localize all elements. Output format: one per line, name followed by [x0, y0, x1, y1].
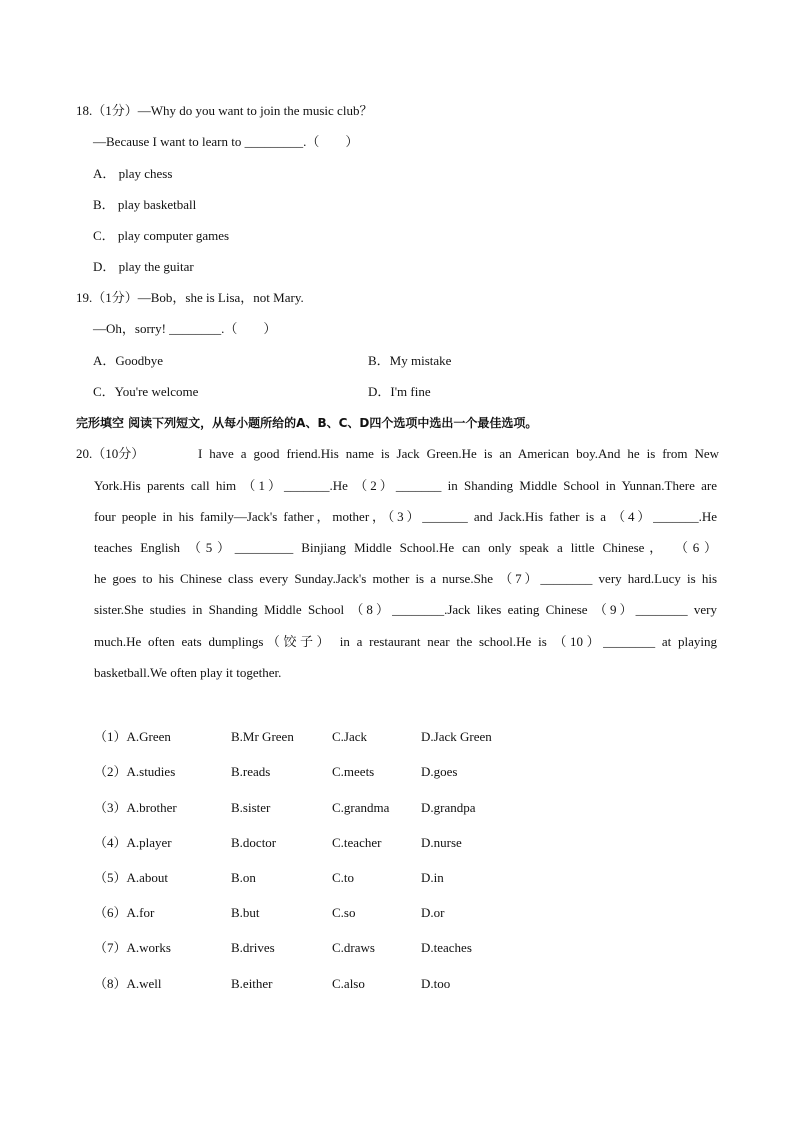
choice-a: （3）A.brother	[94, 800, 177, 815]
section-heading: 完形填空 阅读下列短文，从每小题所给的A、B、C、D四个选项中选出一个最佳选项。	[76, 416, 538, 430]
q18-option-b: B． play basketball	[93, 197, 197, 212]
q19-line2: —Oh，sorry! ________.（ ）	[93, 321, 277, 336]
q18-stem: 18.（1分）—Why do you want to join the music club？	[76, 103, 373, 118]
choice-c: C.so	[332, 905, 356, 920]
choice-c: C.teacher	[332, 835, 382, 850]
choice-b: B.either	[231, 976, 273, 991]
q18-line2: —Because I want to learn to _________.（ ）	[93, 134, 359, 149]
choice-c: C.Jack	[332, 729, 368, 744]
choice-b: B.sister	[231, 800, 271, 815]
choice-d: D.too	[421, 976, 451, 991]
choice-d: D.nurse	[421, 835, 462, 850]
choice-a: （1）A.Green	[94, 729, 171, 744]
choice-b: B.on	[231, 870, 256, 885]
choice-d: D.goes	[421, 764, 458, 779]
choice-b: B.drives	[231, 940, 275, 955]
choice-c: C.grandma	[332, 800, 390, 815]
choice-a: （8）A.well	[94, 976, 162, 991]
q20-passage-line-5: he goes to his Chinese class every Sunday.Jack's mother is a nurse.She （7）________ very hard.Lucy is his	[94, 571, 717, 586]
q20-passage-line-1: I have a good friend.His name is Jack Green.He is an American boy.And he is from New	[198, 446, 719, 461]
q19-option-d: D．I'm fine	[368, 384, 431, 399]
q20-passage-line-6: sister.She studies in Shanding Middle School （8）________.Jack likes eating Chinese （9）________ very	[94, 602, 717, 617]
choice-b: B.reads	[231, 764, 271, 779]
q20-passage-line-4: teaches English （5）_________ Binjiang Middle School.He can only speak a little Chinese， （6）	[94, 540, 717, 555]
choice-c: C.meets	[332, 764, 375, 779]
choice-c: C.also	[332, 976, 365, 991]
choice-c: C.draws	[332, 940, 375, 955]
q19-stem: 19.（1分）—Bob，she is Lisa，not Mary.	[76, 290, 304, 305]
q20-passage-line-2: York.His parents call him （1）_______.He （2）_______ in Shanding Middle School in Yunnan.There are	[94, 478, 717, 493]
q19-option-b: B．My mistake	[368, 353, 452, 368]
choice-c: C.to	[332, 870, 355, 885]
q20-number: 20.（10分）	[76, 446, 145, 461]
q19-option-a: A．Goodbye	[93, 353, 164, 368]
choice-a: （7）A.works	[94, 940, 171, 955]
q20-passage-line-8: basketball.We often play it together.	[94, 665, 282, 680]
q18-option-d: D． play the guitar	[93, 259, 194, 274]
choice-a: （5）A.about	[94, 870, 169, 885]
choice-d: D.Jack Green	[421, 729, 492, 744]
choice-b: B.but	[231, 905, 260, 920]
choice-a: （6）A.for	[94, 905, 155, 920]
choice-a: （2）A.studies	[94, 764, 176, 779]
choice-d: D.in	[421, 870, 444, 885]
q20-passage-line-7: much.He often eats dumplings（饺子） in a restaurant near the school.He is （10）________ at playing	[94, 634, 717, 649]
q18-option-c: C． play computer games	[93, 228, 230, 243]
q18-option-a: A． play chess	[93, 166, 173, 181]
choice-a: （4）A.player	[94, 835, 172, 850]
choice-d: D.or	[421, 905, 445, 920]
choice-b: B.doctor	[231, 835, 277, 850]
q20-passage-line-3: four people in his family—Jack's father，mother，（3）_______ and Jack.His father is a （4）_______.He	[94, 509, 717, 524]
q19-option-c: C．You're welcome	[93, 384, 199, 399]
choice-d: D.grandpa	[421, 800, 476, 815]
choice-b: B.Mr Green	[231, 729, 294, 744]
choice-d: D.teaches	[421, 940, 472, 955]
